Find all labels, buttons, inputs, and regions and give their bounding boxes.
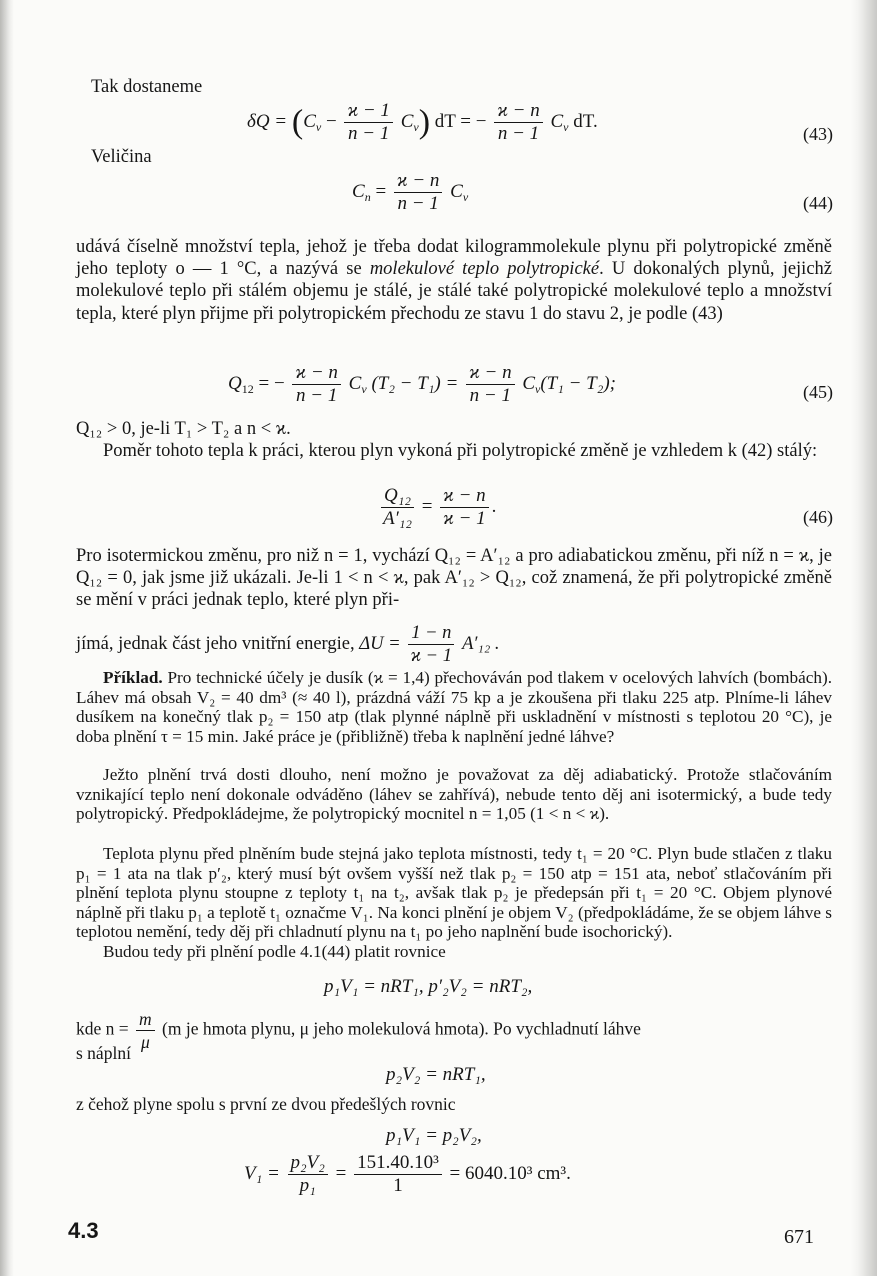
eq43-frac1-den: n − 1 — [348, 123, 390, 144]
eq44-lhs-sub: n — [364, 189, 371, 204]
eq43-minus: − — [325, 110, 337, 132]
equation-46 — [378, 485, 496, 530]
example-paragraph — [76, 668, 832, 746]
kde-line — [76, 1008, 641, 1053]
example-label: Příklad. — [103, 668, 163, 687]
v1-lhs: V₁ = — [244, 1162, 280, 1184]
eq45-mid-sub: v — [361, 381, 367, 396]
eq45-lhs: Q — [228, 372, 242, 394]
eq45-eq-minus: = − — [258, 372, 285, 394]
section-marker: 4.3 — [68, 1218, 99, 1243]
paragraph-polytropic-heat — [76, 236, 832, 325]
eq44-lhs: C — [352, 180, 365, 202]
p3-last-text: jímá, jednak část jeho vnitřní energie, — [76, 633, 355, 654]
eq43-tail-end: dT. — [573, 110, 598, 132]
eq43-cv2: C — [400, 110, 414, 132]
equation-number-44: (44) — [803, 193, 833, 213]
eq46-equals: = — [421, 495, 433, 517]
lead-text: Tak dostaneme — [91, 77, 203, 97]
eq46-fraction-1 — [381, 485, 414, 530]
eq43-cv2-sub: v — [413, 119, 419, 134]
eq45-frac1-den: n − 1 — [296, 385, 338, 406]
kde-fraction — [136, 1008, 155, 1053]
eq43-tail-c: C — [550, 110, 564, 132]
eq44-rhs: C — [450, 180, 463, 202]
eq43-tail-sub: v — [563, 119, 569, 134]
eq44-fraction — [394, 170, 443, 215]
equation-number-43: (43) — [803, 124, 833, 144]
eq46-fraction-2 — [440, 485, 489, 530]
eq46-frac1-num: Q₁₂ — [381, 485, 414, 508]
equation-boyle: p₁V₁ = p₂V₂, — [386, 1125, 482, 1146]
eq44-equals: = — [375, 180, 387, 202]
kde-post: (m je hmota plynu, μ jeho molekulová hmota). Po vychladnutí láhve — [162, 1018, 641, 1039]
eq43-fraction-1 — [344, 100, 393, 145]
kde-frac-den: μ — [140, 1032, 150, 1052]
p3-frac-den: ϰ − 1 — [410, 646, 453, 666]
solution-paragraph-3: Budou tedy při plnění podle 4.1(44) platit rovnice — [103, 942, 446, 961]
eq43-dT: dT — [434, 110, 456, 132]
equation-number-45: (45) — [803, 382, 833, 402]
eq43-frac2-num: ϰ − n — [494, 100, 543, 123]
eq43-cv-sub: v — [315, 119, 322, 134]
eq45-frac2-num: ϰ − n — [466, 362, 515, 385]
v1-result: = 6040.10³ cm³. — [449, 1162, 571, 1184]
eq45-mid-paren: (T₂ − T₁) = — [371, 372, 459, 394]
eq44-frac-den: n − 1 — [397, 193, 439, 214]
eq45-lhs-sub: 12 — [241, 381, 254, 396]
v1-fraction-1 — [288, 1152, 328, 1197]
page-scan-right-edge — [851, 0, 877, 1276]
paragraph-isothermal: Pro isotermickou změnu, pro niž n = 1, vychází Q₁₂ = A′₁₂ a pro adiabatickou změnu, při níž n = ϰ, je Q₁₂ = 0, jak jsme již ukázali. Je-li 1 < n < ϰ, pak A′₁₂ > Q₁₂, což znamená, že při polytropické změně se mění v práci jednak teplo, které plyn při- — [76, 546, 832, 611]
v1-frac2-den: 1 — [393, 1175, 403, 1196]
kde-line-2: s náplní — [76, 1043, 131, 1063]
v1-frac2-num: 151.40.10³ — [354, 1152, 442, 1175]
page-scan-left-edge — [0, 0, 14, 1276]
page-number: 671 — [784, 1226, 814, 1248]
paragraph-ratio: Poměr tohoto tepla k práci, kterou plyn vykoná při polytropické změně je vzhledem k (42) stálý: — [103, 441, 818, 461]
zcehoz-line: z čehož plyne spolu s první ze dvou předešlých rovnic — [76, 1094, 456, 1114]
v1-equals: = — [335, 1162, 347, 1184]
equation-43 — [247, 100, 598, 145]
equation-ideal-gas-pair: p₁V₁ = nRT₁, p′₂V₂ = nRT₂, — [324, 976, 533, 997]
solution-paragraph-2: Teplota plynu před plněním bude stejná jako teplota místnosti, tedy t₁ = 20 °C. Plyn bude stlačen z tlaku p₁ = 1 ata na tlak p′₂, který musí být ovšem vyšší než tlak p₂ = 150 atp = 151 ata, neboť stlačováním při plnění teplota plynu stoupne z teploty t₁ na t₂, avšak tlak p₂ je předepsán při t₁ = 20 °C. Objem plynové náplně při tlaku p₁ a teplotě t₁ označme V₁. Na konci plnění je objem V₂ (předpokládáme, že se objem láhve s teplotou nemění, tedy děj při chladnutí plynu na t₁ po jeho naplnění bude isochorický). — [76, 844, 832, 942]
eq43-lhs: δQ = — [247, 110, 288, 132]
paragraph-isothermal-last-line — [76, 622, 500, 667]
eq43-fraction-2 — [494, 100, 543, 145]
p3-fraction — [408, 622, 454, 667]
solution-paragraph-1: Ježto plnění trvá dosti dlouho, není možno je považovat za děj adiabatický. Protože stlačováním vznikající teplo není dokonale odváděno (láhev se zahřívá), nebude tento děj ani isotermický, a bude tedy polytropický. Předpokládejme, že polytropický mocnitel n = 1,05 (1 < n < ϰ). — [76, 765, 832, 824]
eq45-mid-c: C — [348, 372, 362, 394]
eq46-dot: . — [491, 495, 497, 517]
velicina-text: Veličina — [91, 147, 152, 167]
v1-frac1-num: p₂V₂ — [288, 1152, 328, 1175]
p1-rest: . U dokonalých plynů, jejichž molekulové teplo při stálém objemu je stálé, je stálé také polytropické molekulové teplo a množství tepla, které plyn přijme při polytropickém přechodu ze stavu 1 do stavu 2, je podle (43) — [76, 259, 832, 324]
eq45-end-paren: (T₁ − T₂); — [540, 372, 617, 394]
p1-italic-term: molekulové teplo polytropické — [369, 259, 600, 280]
equation-45 — [228, 362, 616, 407]
p1-text: udává číselně množství tepla, jehož je třeba dodat kilogrammolekule plynu při polytropické změně jeho teploty o — 1 °C, a nazývá se — [76, 237, 832, 280]
eq45-fraction-2 — [466, 362, 515, 407]
eq43-frac2-den: n − 1 — [497, 123, 540, 144]
p3-delta-u: ΔU = — [359, 633, 401, 654]
eq45-frac1-num: ϰ − n — [292, 362, 341, 385]
p3-tail: A′₁₂ . — [462, 633, 500, 654]
equation-number-46: (46) — [803, 507, 833, 527]
eq45-end-c: C — [522, 372, 536, 394]
equation-v1 — [244, 1152, 571, 1197]
example-text: Pro technické účely je dusík (ϰ = 1,4) přechováván pod tlakem v ocelových lahvích (bombách). Láhev má obsah V₂ = 40 dm³ (≈ 40 l), prázdná váží 75 kp a je zkoušena při tlaku 225 atp. Plníme-li láhev dusíkem na konečný tlak p₂ = 150 atp (tlak plynné náplně při uskladnění v místnosti s teplotou 20 °C), je doba plnění τ = 15 min. Jaké práce je (přibližně) třeba k naplnění jedné láhve? — [76, 668, 832, 746]
condition-text: Q₁₂ > 0, je-li T₁ > T₂ a n < ϰ. — [76, 419, 291, 439]
kde-pre: kde n = — [76, 1018, 129, 1039]
p3-frac-num: 1 − n — [408, 622, 454, 645]
v1-frac1-den: p₁ — [299, 1175, 316, 1196]
eq45-end-sub: v — [535, 381, 541, 396]
eq46-frac2-num: ϰ − n — [440, 485, 489, 508]
eq45-fraction-1 — [292, 362, 341, 407]
eq44-frac-num: ϰ − n — [394, 170, 443, 193]
kde-frac-num: m — [136, 1008, 155, 1031]
eq43-paren-open: ( — [291, 103, 304, 141]
eq43-cv: C — [303, 110, 316, 132]
eq45-frac2-den: n − 1 — [469, 385, 511, 406]
eq46-frac2-den: ϰ − 1 — [443, 508, 486, 529]
v1-fraction-2 — [354, 1152, 442, 1197]
eq46-frac1-den: A′₁₂ — [382, 508, 412, 529]
eq43-frac1-num: ϰ − 1 — [344, 100, 393, 123]
equation-44 — [352, 170, 468, 215]
eq43-eq-minus: = − — [460, 110, 487, 132]
eq44-rhs-sub: v — [462, 189, 469, 204]
eq43-paren-close: ) — [418, 103, 431, 141]
equation-cooled: p₂V₂ = nRT₁, — [386, 1064, 486, 1085]
